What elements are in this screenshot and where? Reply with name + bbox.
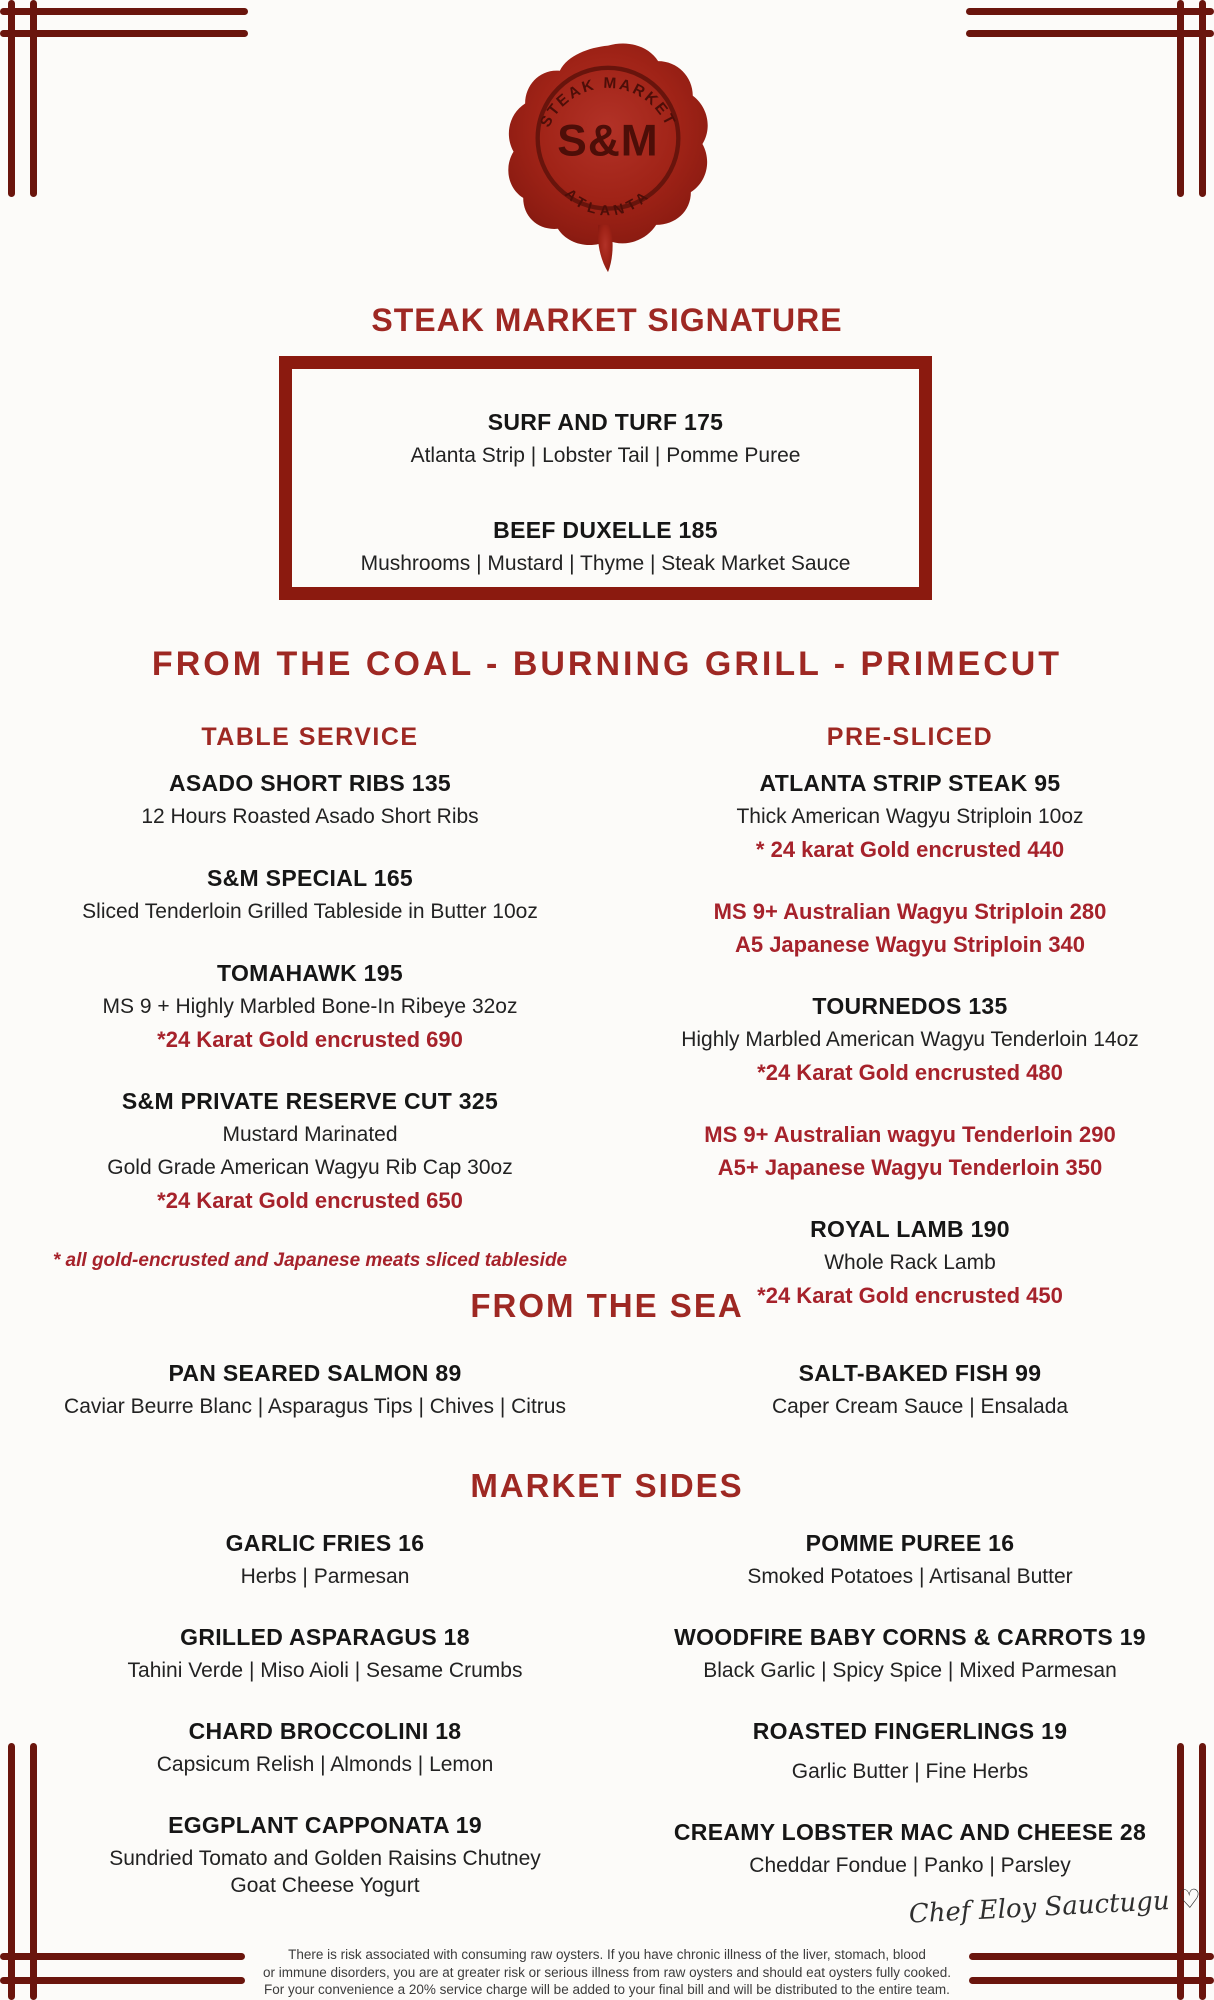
item-description: Sliced Tenderloin Grilled Tableside in Butter 10oz <box>82 900 538 923</box>
corner-line-bottom-left-v2 <box>30 1743 37 2000</box>
table-service-heading: TABLE SERVICE <box>201 723 419 751</box>
menu-item <box>35 1360 595 1420</box>
sea-section-heading: FROM THE SEA <box>470 1287 744 1324</box>
corner-line-bottom-left-v1 <box>8 1743 15 2000</box>
item-name: POMME PUREE 16 <box>805 1530 1015 1556</box>
item-name: BEEF DUXELLE 185 <box>493 517 718 543</box>
item-description: Capsicum Relish | Almonds | Lemon <box>156 1753 494 1776</box>
item-name: PAN SEARED SALMON 89 <box>168 1360 462 1386</box>
item-description: Herbs | Parmesan <box>240 1565 410 1588</box>
sea-item-right <box>640 1360 1200 1455</box>
corner-line-top-right-v1 <box>1199 0 1206 197</box>
item-description: Caviar Beurre Blanc | Asparagus Tips | Chives | Citrus <box>64 1395 566 1418</box>
item-description: MS 9 + Highly Marbled Bone-In Ribeye 32oz <box>102 995 518 1018</box>
menu-item <box>30 865 590 925</box>
wax-drip <box>598 225 613 272</box>
menu-item <box>625 1624 1195 1684</box>
menu-item <box>45 1530 605 1590</box>
menu-item <box>625 1718 1195 1785</box>
sides-section-heading: MARKET SIDES <box>470 1467 744 1504</box>
table-service-column <box>30 722 590 1273</box>
item-description: Garlic Butter | Fine Herbs <box>791 1760 1029 1783</box>
corner-line-top-left-v2 <box>30 0 37 197</box>
item-name: S&M PRIVATE RESERVE CUT 325 <box>121 1088 499 1114</box>
sea-item-left <box>35 1360 595 1455</box>
item-name: CREAMY LOBSTER MAC AND CHEESE 28 <box>673 1819 1147 1845</box>
signature-box <box>279 356 932 600</box>
menu-item <box>625 993 1195 1086</box>
item-name: ATLANTA STRIP STEAK 95 <box>759 770 1061 796</box>
seal-top-text: STEAK MARKET <box>537 74 679 130</box>
item-description: Sundried Tomato and Golden Raisins Chutney <box>109 1847 541 1870</box>
item-description: Tahini Verde | Miso Aioli | Sesame Crumbs <box>127 1659 523 1682</box>
corner-line-top-left-v1 <box>8 0 15 197</box>
premium-option: A5 Japanese Wagyu Striploin 340 <box>734 932 1086 957</box>
menu-item <box>625 1819 1195 1879</box>
item-name: CHARD BROCCOLINI 18 <box>188 1718 462 1744</box>
menu-item <box>30 1088 590 1214</box>
premium-option: MS 9+ Australian wagyu Tenderloin 290 <box>704 1122 1116 1147</box>
item-description: Atlanta Strip | Lobster Tail | Pomme Puree <box>410 444 801 467</box>
gold-option: *24 Karat Gold encrusted 450 <box>757 1283 1063 1308</box>
disclaimer-text <box>157 1946 1057 1999</box>
menu-item <box>30 960 590 1053</box>
item-description: Caper Cream Sauce | Ensalada <box>771 1395 1069 1418</box>
item-description: Gold Grade American Wagyu Rib Cap 30oz <box>107 1156 513 1179</box>
item-description: Smoked Potatoes | Artisanal Butter <box>747 1565 1073 1588</box>
gold-option: *24 Karat Gold encrusted 650 <box>157 1188 463 1213</box>
item-name: ROYAL LAMB 190 <box>810 1216 1010 1242</box>
disclaimer-line: For your convenience a 20% service charge will be added to your final bill and will be distributed to the entire team. <box>264 1982 950 1997</box>
gold-option: * 24 karat Gold encrusted 440 <box>755 837 1065 862</box>
menu-item <box>625 1530 1195 1590</box>
premium-option: A5+ Japanese Wagyu Tenderloin 350 <box>717 1155 1103 1180</box>
grill-section-heading: FROM THE COAL - BURNING GRILL - PRIMECUT <box>151 645 1063 683</box>
item-description: Cheddar Fondue | Panko | Parsley <box>749 1854 1071 1877</box>
item-description: Mushrooms | Mustard | Thyme | Steak Market Sauce <box>360 552 851 575</box>
item-description: 12 Hours Roasted Asado Short Ribs <box>141 805 479 828</box>
disclaimer-line: There is risk associated with consuming raw oysters. If you have chronic illness of the liver, stomach, blood <box>288 1947 926 1962</box>
chef-signature: Chef Eloy Sauctugu ♡ <box>908 1884 1202 1930</box>
corner-line-top-left-h1 <box>0 8 248 15</box>
menu-item <box>45 1624 605 1684</box>
item-description: Mustard Marinated <box>222 1123 398 1146</box>
sides-column-right <box>625 1530 1195 1913</box>
seal-monogram: S&M <box>557 116 659 166</box>
menu-item <box>625 1121 1195 1181</box>
corner-line-top-left-h2 <box>0 30 248 37</box>
corner-line-top-right-v2 <box>1177 0 1184 197</box>
sides-column-left <box>45 1530 605 1933</box>
item-description: Thick American Wagyu Striploin 10oz <box>736 805 1084 828</box>
item-description: Whole Rack Lamb <box>824 1251 996 1274</box>
item-description: Black Garlic | Spicy Spice | Mixed Parmesan <box>703 1659 1117 1682</box>
gold-option: *24 Karat Gold encrusted 480 <box>757 1060 1063 1085</box>
menu-item <box>30 770 590 830</box>
menu-item <box>625 898 1195 958</box>
item-name: TOMAHAWK 195 <box>217 960 403 986</box>
pre-sliced-column <box>625 722 1195 1344</box>
menu-item <box>640 1360 1200 1420</box>
item-name: EGGPLANT CAPPONATA 19 <box>168 1812 482 1838</box>
premium-option: MS 9+ Australian Wagyu Striploin 280 <box>713 899 1107 924</box>
gold-option: *24 Karat Gold encrusted 690 <box>157 1027 463 1052</box>
signature-section-heading: STEAK MARKET SIGNATURE <box>371 302 843 338</box>
item-name: S&M SPECIAL 165 <box>206 865 414 891</box>
item-description: Goat Cheese Yogurt <box>230 1874 420 1897</box>
item-name: ASADO SHORT RIBS 135 <box>168 770 452 796</box>
item-name: TOURNEDOS 135 <box>812 993 1008 1019</box>
item-name: WOODFIRE BABY CORNS & CARROTS 19 <box>674 1624 1146 1650</box>
item-name: SURF AND TURF 175 <box>487 409 724 435</box>
pre-sliced-heading: PRE-SLICED <box>826 723 994 751</box>
item-name: GARLIC FRIES 16 <box>225 1530 425 1556</box>
item-name: SALT-BAKED FISH 99 <box>798 1360 1042 1386</box>
menu-item <box>45 1812 605 1899</box>
item-description: Highly Marbled American Wagyu Tenderloin 14oz <box>681 1028 1139 1051</box>
corner-line-bottom-right-v1 <box>1199 1743 1206 2000</box>
menu-item <box>292 409 919 469</box>
item-name: GRILLED ASPARAGUS 18 <box>180 1624 470 1650</box>
item-name: ROASTED FINGERLINGS 19 <box>752 1718 1068 1744</box>
menu-item <box>292 517 919 577</box>
menu-item <box>45 1718 605 1778</box>
seal-bottom-text: ATLANTA <box>561 186 655 220</box>
wax-seal-logo-icon <box>502 36 714 277</box>
disclaimer-line: or immune disorders, you are at greater risk or serious illness from raw oysters and should eat oysters fully cooked. <box>262 1964 952 1980</box>
menu-item <box>625 770 1195 863</box>
tableside-note: * all gold-encrusted and Japanese meats sliced tableside <box>52 1250 568 1271</box>
